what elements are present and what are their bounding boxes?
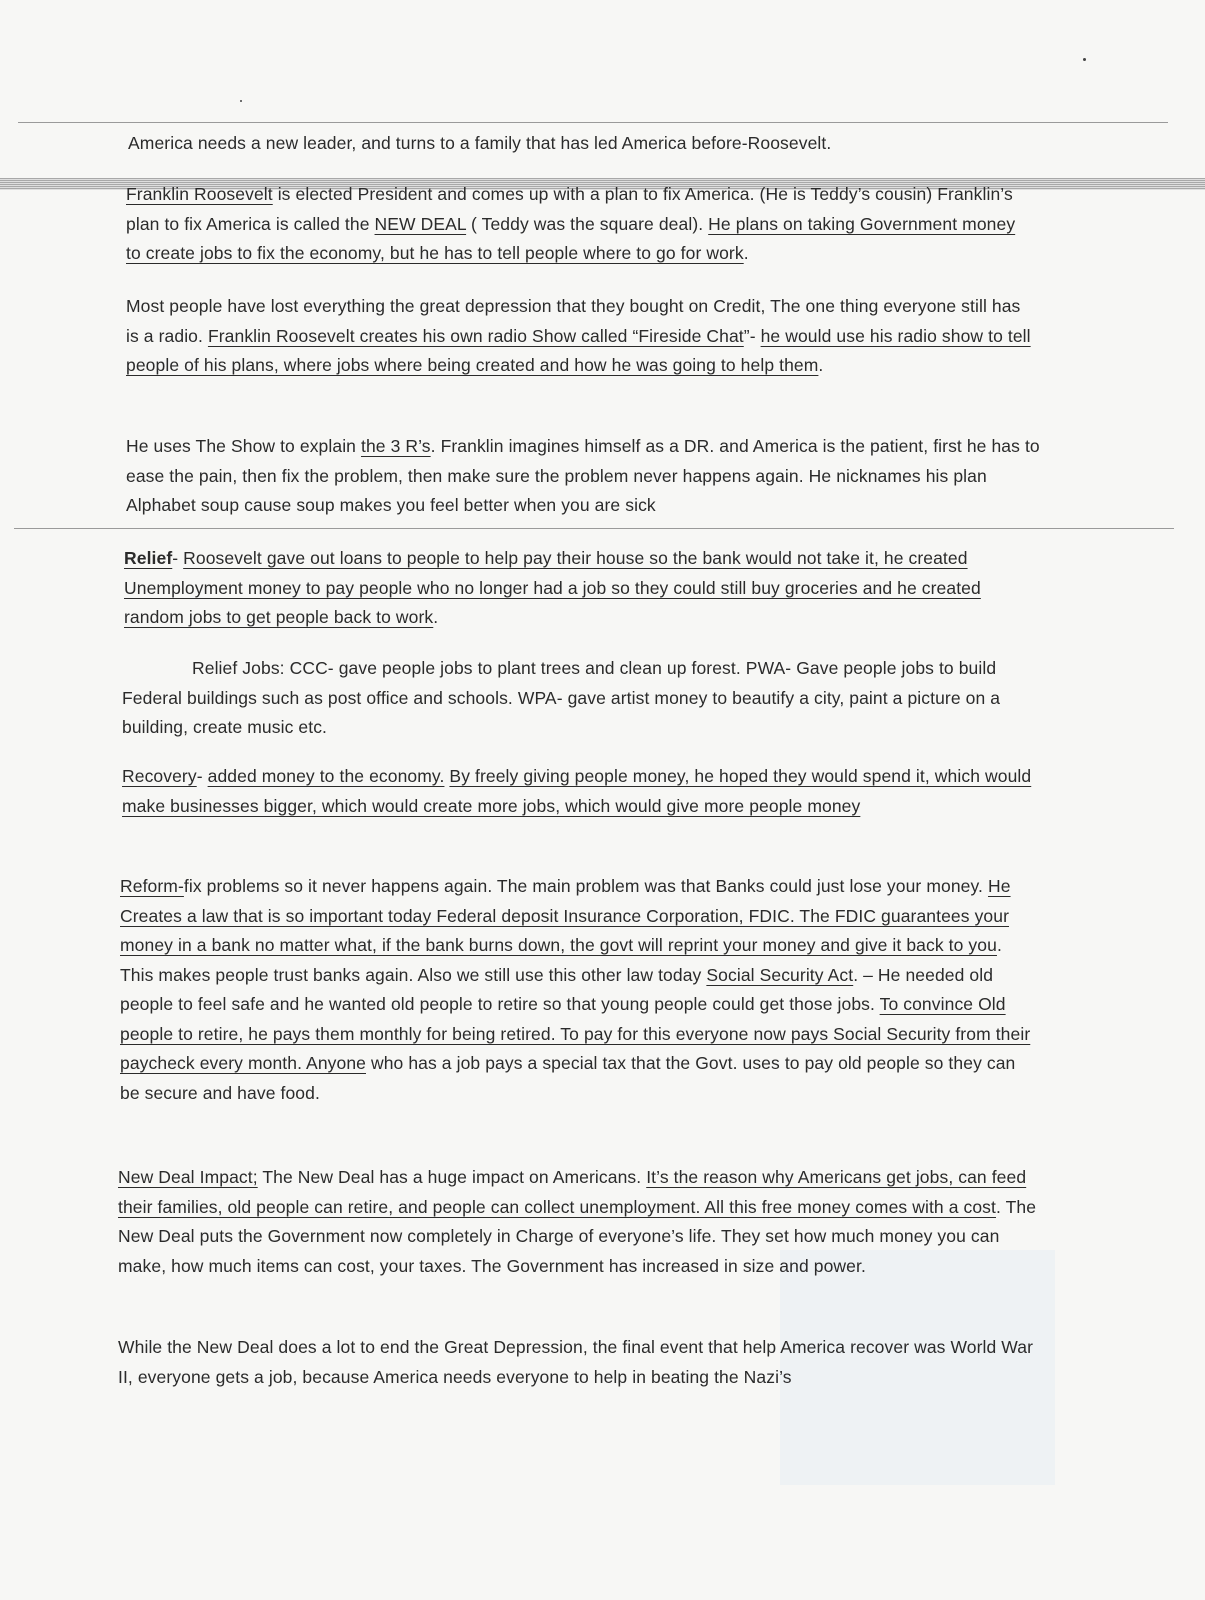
relief-period: . — [433, 607, 439, 627]
scan-speck — [1083, 58, 1086, 61]
paragraph-wwii — [118, 1333, 1038, 1392]
recovery-dash: - — [196, 766, 208, 786]
fdic-text: He Creates a law that is so important today Federal deposit Insurance Corporation, FDIC. The FDIC guarantees your money in a bank no matter what, if the bank burns down, the govt will reprint your money and give it back to you — [120, 876, 1011, 955]
scan-speck-2 — [240, 100, 242, 102]
impact-reason: It’s the reason why Americans get jobs, can feed their families, old people can retire, and people can collect unemployment. All this free money comes with a cost — [118, 1167, 1027, 1217]
retire-text: To convince Old people to retire, he pays them monthly for being retired. To pay for this everyone now pays Social Security from their paycheck every month. Anyone — [120, 994, 1031, 1073]
intro-text: America needs a new leader, and turns to a family that has led America before-Roosevelt. — [128, 133, 832, 153]
paragraph-radio — [126, 292, 1036, 381]
three-rs-text-2: . Franklin imagines himself as a DR. and America is the patient, first he has to ease the pain, then fix the problem, then make sure the problem never happens again. He nicknames his plan Alphabet soup cause soup makes you feel better when you are sick — [126, 436, 1040, 515]
recovery-heading: Recovery — [122, 766, 197, 786]
recovery-definition: added money to the economy. — [207, 766, 445, 786]
reform-text-4: who has a job pays a special tax that the Govt. uses to pay old people so they can be secure and have food. — [120, 1053, 1016, 1103]
franklin-text-1: is elected President and comes up with a plan to fix America. (He is Teddy’s cousin) Franklin’s plan to fix America is called the — [126, 184, 1013, 234]
franklin-name: Franklin Roosevelt — [126, 184, 273, 204]
relief-text: Roosevelt gave out loans to people to help pay their house so the bank would not take it, he created Unemployment money to pay people who no longer had a job so they could still buy groceries and he created random jobs to get people back to work — [124, 548, 981, 627]
franklin-period: . — [743, 243, 749, 263]
paragraph-relief-jobs — [122, 654, 1042, 743]
radio-plan: he would use his radio show to tell people of his plans, where jobs where being created and how he was going to help them — [126, 325, 1031, 375]
paragraph-recovery — [122, 762, 1037, 821]
paragraph-three-rs — [126, 432, 1046, 521]
relief-heading: Relief — [124, 548, 173, 568]
recovery-text: By freely giving people money, he hoped they would spend it, which would make businesses bigger, which would create more jobs, which would give more people money — [122, 766, 1032, 816]
social-security-act: Social Security Act — [706, 964, 854, 985]
impact-text-2: . The New Deal puts the Government now completely in Charge of everyone’s life. They set how much money you can make, how much items can cost, your taxes. The Government has increased in size and power. — [118, 1196, 1037, 1276]
reform-text-3: . – He needed old people to feel safe and he wanted old people to retire so that young people could get those jobs. — [120, 964, 994, 1014]
fireside-chat: Franklin Roosevelt creates his own radio Show called “Fireside Chat — [207, 325, 744, 346]
relief-dash: - — [172, 548, 184, 568]
reform-text-1: fix problems so it never happens again. The main problem was that Banks could just lose your money. — [183, 876, 988, 896]
radio-dash: ”- — [743, 325, 761, 346]
impact-text-1: The New Deal has a huge impact on Americans. — [257, 1167, 647, 1187]
relief-jobs-text: Relief Jobs: CCC- gave people jobs to plant trees and clean up forest. PWA- Gave people jobs to build Federal buildings such as post office and schools. WPA- gave artist money to beautify a city, paint a picture on a building, create music etc. — [122, 658, 1001, 737]
three-rs-text-1: He uses The Show to explain — [126, 436, 361, 456]
franklin-text-2: ( Teddy was the square deal). — [466, 213, 709, 234]
wwii-text: While the New Deal does a lot to end the Great Depression, the final event that help America recover was World War II, everyone gets a job, because America needs everyone to help in beating the Nazi’s — [118, 1337, 1034, 1387]
paragraph-relief — [124, 544, 1024, 633]
paragraph-intro — [128, 129, 1038, 159]
three-rs-term: the 3 R’s — [360, 436, 431, 456]
reform-text-2: . This makes people trust banks again. Also we still use this other law today — [120, 935, 1002, 985]
paragraph-franklin — [126, 180, 1026, 269]
mid-divider — [14, 528, 1174, 529]
radio-text-1: Most people have lost everything the great depression that they bought on Credit, The one thing everyone still has is a radio. — [126, 296, 1021, 346]
radio-period: . — [818, 355, 824, 375]
paragraph-reform — [120, 872, 1040, 1108]
new-deal-term: NEW DEAL — [374, 213, 467, 234]
franklin-plan: He plans on taking Government money to create jobs to fix the economy, but he has to tell people where to go for work — [126, 213, 1016, 263]
impact-heading: New Deal Impact; — [118, 1167, 258, 1187]
top-divider — [18, 122, 1168, 123]
paragraph-impact — [118, 1163, 1038, 1281]
reform-heading: Reform- — [120, 876, 184, 896]
